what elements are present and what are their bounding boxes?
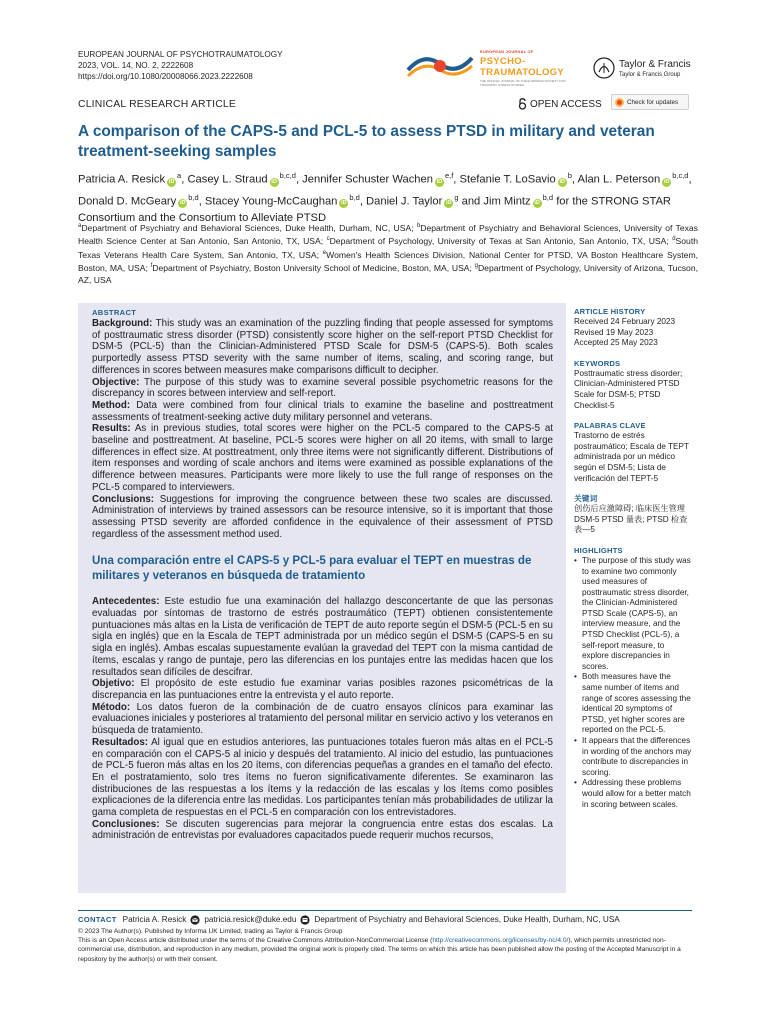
open-lock-icon [518, 98, 527, 110]
email-icon [190, 915, 200, 925]
author-affiliation-sup: b,d [542, 192, 554, 202]
abstract-paragraph [92, 819, 553, 842]
abstract-box [78, 303, 566, 893]
section-label: Método: [92, 701, 131, 713]
author-name[interactable]: Alan L. Peterson [577, 173, 661, 186]
spanish-title: Una comparación entre el CAPS-5 y PCL-5 para evaluar el TEPT en muestras de militares y veteranos en búsqueda de tratamiento [92, 554, 532, 583]
affiliation-text: Department of Psychology, University of Arizona, Tucson, AZ, USA [78, 263, 698, 285]
affiliation-text: Department of Psychiatry, Boston University School of Medicine, Boston, MA, USA; [152, 263, 475, 274]
author-and: and [461, 195, 481, 208]
highlight-item: • The purpose of this study was to examine two commonly used measures of posttraumatic stress disorder, the Clinician-Administered PTSD Scale (CAPS-5), an interview measure, and the PTSD Checklist (PCL-5), a self-report measure, to explore discrepancies in scores. [574, 556, 692, 673]
chinese-keywords: 创伤后应激障碍; 临床医生管理DSM-5 PTSD 量表; PTSD 检查表—5 [574, 504, 688, 535]
author-name[interactable]: Stefanie T. LoSavio [459, 173, 556, 186]
highlight-item: • It appears that the differences in wording of the anchors may contribute to discrepancies in scoring. [574, 736, 692, 778]
contact-address: Department of Psychiatry and Behavioral Sciences, Duke Health, Durham, NC, USA [314, 915, 620, 924]
author-list: Patricia A. Resick $iD^a$, Casey L. Straud iD$^{b,c,d}$, Jennifer Schuster Wachen iD$^{e,f}$, Stefanie T. LoSavio $iD^b$, Alan L. Peterson iD$^{b,c,d}$, Donald D. McGeary iD$^{b,d}$, Stacey Young-McCaughan iD$^{b,d}$, Daniel J. Taylor $iD^g$ and Jim Mintz iD$^{b,d}$ for the STRONG STAR Consortium and the Consortium to Alleviate PTSD [78, 171, 692, 225]
abstract-paragraph [92, 400, 553, 423]
abstract-paragraph [92, 702, 553, 737]
highlight-item: • Both measures have the same number of items and range of scores assessing the identical 20 symptoms of PTSD, yet higher scores are reported on the PCL-5. [574, 672, 692, 736]
highlights-heading: HIGHLIGHTS [574, 545, 623, 555]
taylor-francis-icon [593, 57, 615, 79]
affiliation-sup: g [474, 263, 478, 270]
orcid-icon[interactable]: iD [168, 178, 175, 185]
keywords: Posttraumatic stress disorder; Clinician-Administered PTSD Scale for DSM-5; PTSD Checklist-5 [574, 368, 683, 410]
article-history-heading: ARTICLE HISTORY [574, 307, 646, 316]
consortium-note: for the STRONG STAR Consortium and the Consortium to Alleviate PTSD [78, 195, 671, 225]
section-label: Conclusions: [92, 493, 155, 505]
author-name[interactable]: Casey L. Straud [187, 173, 268, 186]
author-name[interactable]: Patricia A. Resick [78, 173, 166, 186]
orcid-icon[interactable]: iD [271, 178, 277, 185]
affiliation-sup: e [322, 249, 327, 256]
palabras-clave-heading: PALABRAS CLAVE [574, 421, 646, 431]
publisher-name: Taylor & Francis [619, 59, 691, 70]
contact-name: Patricia A. Resick [122, 915, 187, 924]
author-name[interactable]: Jennifer Schuster Wachen [302, 173, 433, 186]
copyright-line: © 2023 The Author(s). Published by Informa UK Limited, trading as Taylor & Francis Group [78, 928, 343, 935]
orcid-icon[interactable]: iD [446, 200, 452, 207]
address-icon [300, 915, 310, 925]
logo-title [480, 56, 564, 78]
spanish-abstract-body [92, 596, 553, 842]
orcid-icon[interactable]: iD [534, 200, 540, 207]
open-access-label: OPEN ACCESS [530, 98, 602, 110]
section-text: Suggestions for improving the congruence between these two scales are discussed. Administration of interviews by trained assessors can be resource intensive, so it is important that those assessing PTSD severity are afforded confidence in the equivalence of their assessment of PTSD regardless of the assessment method used. [92, 493, 553, 540]
affiliation-text: Women's Health Sciences Division, National Center for PTSD, VA Boston Healthcare System, Boston, MA, USA; [78, 249, 698, 274]
author-affiliation-sup: a [177, 171, 182, 180]
section-label: Results: [92, 423, 131, 435]
article-title: A comparison of the CAPS-5 and PCL-5 to assess PTSD in military and veteran treatment-seeking samples [78, 123, 655, 160]
contact-line [78, 910, 692, 925]
highlight-item: • Addressing these problems would allow for a better match in scoring between scales. [574, 778, 692, 810]
author-affiliation-sup: e,f [444, 171, 454, 180]
article-sidebar [574, 307, 692, 810]
check-updates-label: Check for updates [627, 98, 679, 106]
affiliations [78, 221, 698, 286]
author-affiliation-sup: b,d [188, 192, 199, 202]
logo-small-text: EUROPEAN JOURNAL OF [480, 49, 534, 54]
author-name[interactable]: Donald D. McGeary [78, 195, 177, 208]
open-access-badge [518, 98, 602, 110]
affiliation-sup: d [672, 236, 676, 243]
abstract-paragraph [92, 737, 553, 819]
article-type: CLINICAL RESEARCH ARTICLE [78, 99, 237, 110]
license-text-before: This is an Open Access article distributed under the terms of the Creative Commons Attribution-NonCommercial License ( [78, 937, 433, 945]
contact-label: CONTACT [78, 915, 117, 924]
section-text: Al igual que en estudios anteriores, las puntuaciones totales fueron más altas en el PCL-5 en comparación con el CAPS-5 al inicio y después del tratamiento. Al inicio del estudio, las puntuaciones de PCL-5 fueron más altas en los 20 ítems, con diferencias pequeñas a grandes en el tamaño del efecto. En el postratamiento, solo tres ítems no fueron significativamente diferentes. Se examinaron las distribuciones de las respuestas a los ítems y la redacción de las escalas y los ítems como posibles explicaciones de la diferencia entre las medidas. Los participantes tenían más probabilidades de utilizar la gama completa de respuestas en el PCL-5 en comparación con los entrevistadores. [92, 736, 553, 819]
orcid-icon[interactable]: iD [559, 178, 565, 185]
author-name[interactable]: Jim Mintz [483, 195, 531, 208]
section-label: Objetivo: [92, 678, 135, 690]
affiliation-sup: c [326, 236, 330, 243]
chinese-keywords-heading: 关键词 [574, 494, 598, 504]
publisher-group: Taylor & Francis Group [619, 72, 681, 78]
affiliation-text: Department of Psychology, University of Texas at San Antonio, San Antonio, TX, USA; [329, 236, 673, 247]
affiliation-text: South Texas Veterans Health Care System, San Antonio, TX, USA; [78, 236, 698, 260]
section-text: Los datos fueron de la combinación de de cuatro ensayos clínicos para examinar las evaluaciones iniciales y posteriores al tratamiento del personal militar en servicio activo y los veteranos en búsqueda de tratamiento. [92, 701, 553, 737]
section-text: Data were combined from four clinical trials to examine the baseline and posttreatment assessments of treatment-seeking active duty military personnel and veterans. [92, 399, 553, 423]
affiliation-sup: f [150, 263, 153, 270]
orcid-icon[interactable]: iD [180, 200, 186, 207]
section-text: The purpose of this study was to examine several possible psychometric reasons for the discrepancy in scores between interview and self-report. [92, 376, 554, 400]
logo-tagline: THE OFFICIAL JOURNAL OF THE EUROPEAN SOCIETY FOR TRAUMATIC STRESS STUDIES [480, 79, 566, 87]
affiliation-sup: a [78, 223, 82, 229]
section-text: El propósito de este estudio fue examinar varias posibles razones psicométricas de la discrepancia en las puntuaciones entre la entrevista y el auto reporte. [92, 678, 553, 701]
author-affiliation-sup: b,c,d [279, 171, 296, 180]
keywords-heading: KEYWORDS [574, 358, 621, 368]
license-text-after: ), which permits unrestricted non-commercial use, distribution, and reproduction in any medium, provided the original work is properly cited. The terms on which this article has been published allow the posting of the Accepted Manuscript in a repository by the author(s) or with their consent. [78, 937, 681, 963]
author-name[interactable]: Daniel J. Taylor [366, 195, 443, 208]
section-text: This study was an examination of the puzzling finding that people assessed for symptoms of posttraumatic stress disorder (PTSD) consistently score higher on the self-report PTSD Checklist for DSM-5 (PCL-5) than the Clinician-Administered PTSD Scale for DSM-5 (CAPS-5). Both scales purportedly assess PTSD severity with the same number of items, scaling, and scoring range, but differences in scores between measures make comparisons difficult to decipher. [92, 318, 553, 376]
author-name[interactable]: Stacey Young-McCaughan [204, 195, 338, 208]
journal-volume: 2023, VOL. 14, NO. 2, 2222608 [78, 61, 194, 70]
license-block [78, 927, 692, 964]
author-affiliation-sup: b,c,d [672, 171, 689, 180]
abstract-paragraph [92, 494, 553, 541]
abstract-paragraph [92, 318, 553, 377]
author-affiliation-sup: b,d [349, 192, 360, 202]
received-date: Received 24 February 2023 [574, 317, 676, 326]
license-text [78, 936, 692, 964]
logo-line-2: TRAUMATOLOGY [480, 67, 564, 78]
author-affiliation-sup: b [567, 171, 572, 180]
orcid-icon[interactable]: iD [341, 200, 347, 207]
journal-logo[interactable] [406, 46, 576, 86]
orcid-icon[interactable]: iD [663, 178, 670, 185]
check-for-updates-button[interactable] [611, 94, 689, 110]
contact-email[interactable]: patricia.resick@duke.edu [204, 915, 297, 924]
affiliation-text: Department of Psychiatry and Behavioral Sciences, University of Texas Health Science Center at San Antonio, San Antonio, TX, USA; [78, 222, 698, 247]
logo-line-1: PSYCHO- [480, 56, 526, 67]
section-text: As in previous studies, total scores were higher on the PCL-5 compared to the CAPS-5 at baseline and posttreatment. At baseline, PCL-5 scores were higher on all 20 items, with small to large differences in effect size. At posttreatment, only three items were not significantly different. Distributions of item responses and wording of scale anchors and items were examined as possible explanations of the difference between measures. Participants were more likely to use the full range of responses on the PCL-5 compared to interviewers. [92, 423, 554, 493]
section-label: Method: [92, 399, 131, 411]
journal-info [78, 49, 283, 82]
abstract-paragraph [92, 678, 553, 701]
palabras-clave: Trastorno de estrés postraumático; Escala de TEPT administrada por un médico según el DSM-5; Lista de verificación del TEPT-5 [574, 431, 689, 483]
section-text: Este estudio fue una examinación del hallazgo desconcertante de que las personas evaluadas por síntomas de trastorno de estrés postraumático (TEPT) obtienen consistentemente puntuaciones más altas en la Lista de verificación de TEPT de auto reporte según el DSM-5 (PCL-5 en su sigla en inglés) que en la Escala de TEPT administrada por un médico según el DSM-5 (CAPS-5 en su sigla en inglés). Ambas escalas supuestamente evalúan la gravedad del TEPT con la misma cantidad de ítems, escalas y rango de puntaje, pero las diferencias en los puntajes entre las medidas hacen que los resultados sean difíciles de descifrar. [92, 596, 553, 678]
publisher-logo[interactable] [593, 57, 693, 83]
abstract-paragraph [92, 423, 553, 493]
license-link[interactable]: http://creativecommons.org/licenses/by-nc/4.0/ [432, 937, 569, 945]
section-label: Antecedentes: [92, 596, 160, 608]
check-updates-icon [615, 98, 624, 107]
highlights-list [574, 556, 692, 810]
doi-link[interactable]: https://doi.org/10.1080/20008066.2023.2222608 [78, 72, 253, 81]
abstract-body [92, 318, 553, 540]
orcid-icon[interactable]: iD [436, 178, 443, 185]
abstract-heading: ABSTRACT [92, 308, 137, 317]
journal-name: EUROPEAN JOURNAL OF PSYCHOTRAUMATOLOGY [78, 50, 283, 59]
section-label: Objective: [92, 376, 140, 388]
author-affiliation-sup: g [454, 192, 459, 202]
section-label: Conclusiones: [92, 818, 160, 830]
section-label: Resultados: [92, 736, 149, 748]
abstract-paragraph [92, 596, 553, 678]
accepted-date: Accepted 25 May 2023 [574, 338, 658, 348]
journal-wave-icon [406, 50, 474, 82]
revised-date: Revised 19 May 2023 [574, 327, 654, 337]
section-label: Background: [92, 318, 153, 329]
affiliation-sup: b [416, 223, 421, 229]
abstract-paragraph [92, 377, 553, 400]
section-text: Se discuten sugerencias para mejorar la congruencia entre estas dos escalas. La administración de entrevistas por evaluadores capacitados puede requerir muchos recursos, [92, 818, 553, 842]
affiliation-text: Department of Psychiatry and Behavioral Sciences, Duke Health, Durham, NC, USA; [81, 222, 417, 233]
